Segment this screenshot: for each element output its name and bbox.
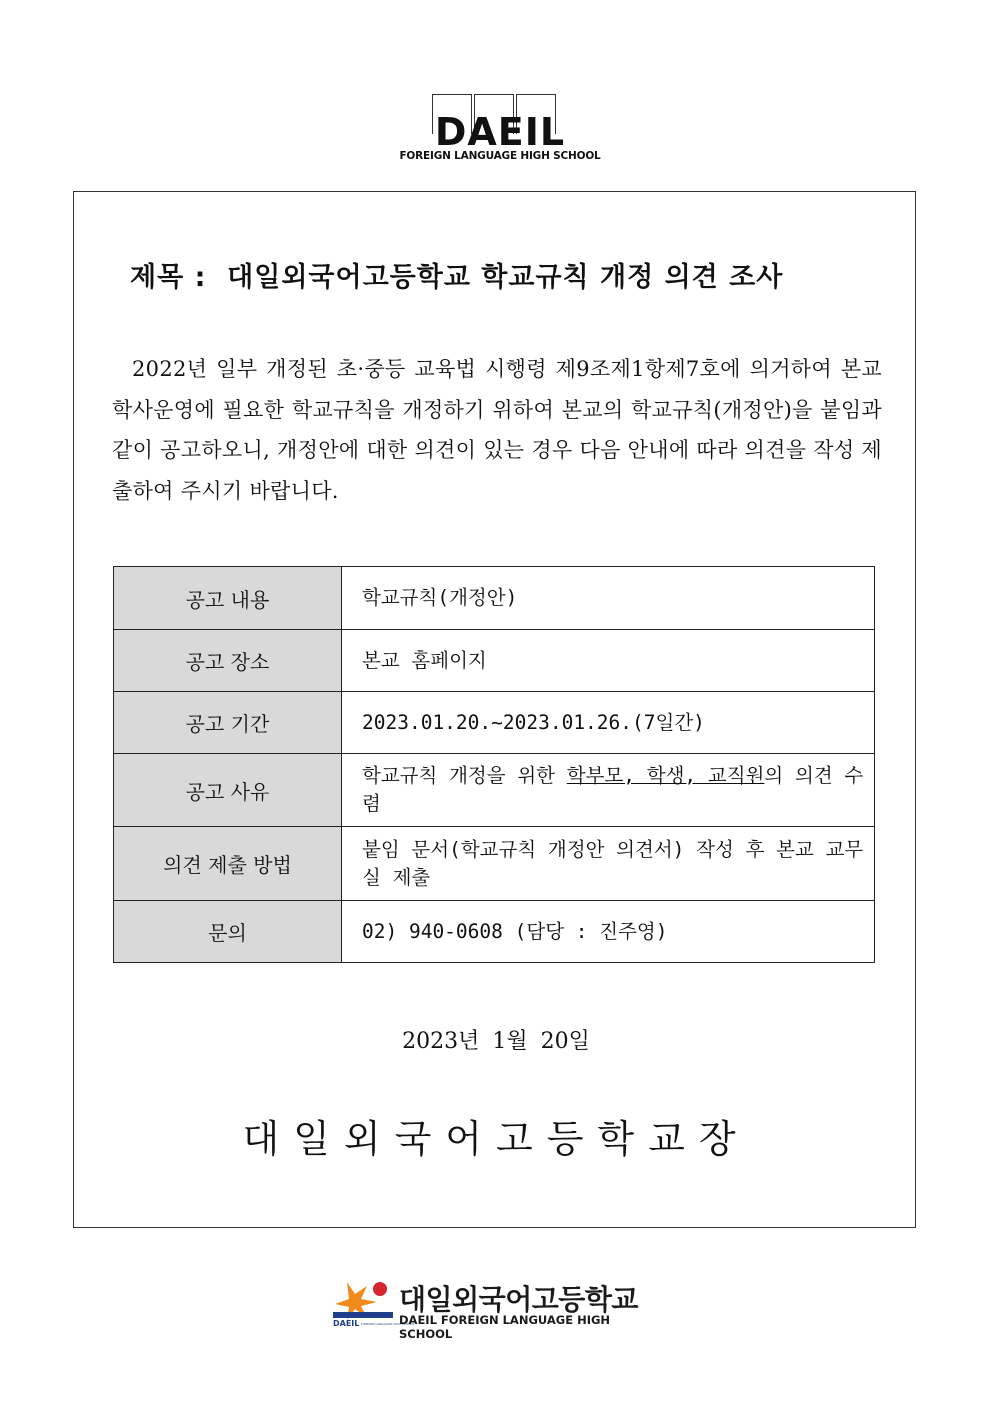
- table-row: [114, 630, 875, 692]
- table-value: 학교규칙(개정안): [342, 567, 875, 630]
- table-label: 의견 제출 방법: [114, 827, 342, 901]
- document-body: 2022년 일부 개정된 초·중등 교육법 시행령 제9조제1항제7호에 의거하여 본교 학사운영에 필요한 학교규칙을 개정하기 위하여 본교의 학교규칙(개정안)을 붙임과 같이 공고하오니, 개정안에 대한 의견이 있는 경우 다음 안내에 따라 의견을 작성 제출하여 주시기 바랍니다.: [112, 357, 883, 503]
- table-row: [114, 901, 875, 963]
- table-value: 2023.01.20.~2023.01.26.(7일간): [342, 692, 875, 754]
- logo-subtitle: FOREIGN LANGUAGE HIGH SCHOOL: [399, 150, 601, 162]
- table-row: [114, 692, 875, 754]
- logo-wordmark: DAEIL: [434, 110, 566, 154]
- school-name-korean: 대일외국어고등학교: [399, 1283, 638, 1316]
- table-label: 공고 기간: [114, 692, 342, 754]
- table-row: [114, 754, 875, 827]
- principal-signature: 대일외국어고등학교장: [242, 1117, 750, 1161]
- school-name-english: DAEIL FOREIGN LANGUAGE HIGH SCHOOL: [399, 1313, 611, 1341]
- school-emblem-icon: [333, 1280, 415, 1328]
- value-text: 학교규칙 개정을 위한: [362, 764, 567, 787]
- table-value: [342, 754, 875, 827]
- emblem-text: DAEIL: [333, 1319, 360, 1328]
- emblem-small-text: FOREIGN LANGUAGE HIGH SCHOOL: [361, 1322, 415, 1326]
- document-date: 2023년 1월 20일: [402, 1029, 590, 1054]
- table-row: [114, 567, 875, 630]
- table-label: 공고 내용: [114, 567, 342, 630]
- school-logo-top: [398, 94, 602, 166]
- notice-table: [113, 566, 875, 963]
- value-text: 의 의견 수렴: [362, 764, 864, 815]
- table-value: 02) 940-0608 (담당 : 진주영): [342, 901, 875, 963]
- table-label: 공고 사유: [114, 754, 342, 827]
- document-title: 제목 : 대일외국어고등학교 학교규칙 개정 의견 조사: [130, 262, 784, 293]
- table-label: 문의: [114, 901, 342, 963]
- table-value: 본교 홈페이지: [342, 630, 875, 692]
- table-value: 붙임 문서(학교규칙 개정안 의견서) 작성 후 본교 교무실 제출: [342, 827, 875, 901]
- underlined-text: 학부모, 학생, 교직원: [566, 764, 765, 787]
- table-row: [114, 827, 875, 901]
- school-logo-bottom: [333, 1278, 663, 1341]
- table-label: 공고 장소: [114, 630, 342, 692]
